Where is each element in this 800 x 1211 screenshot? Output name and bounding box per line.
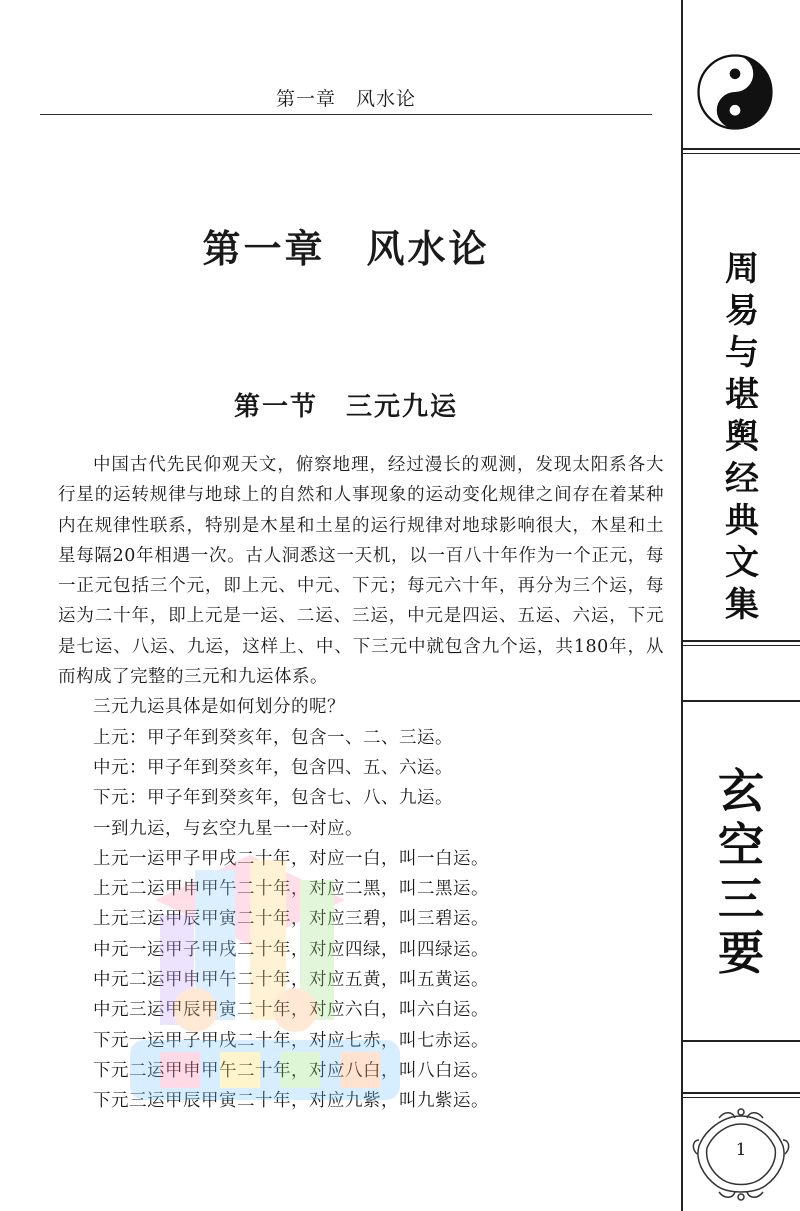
chapter-title: 第一章 风水论	[202, 226, 490, 271]
running-header: 第一章 风水论	[275, 88, 416, 110]
sidebar-rule	[681, 148, 800, 154]
yuan-line: 下元：甲子年到癸亥年，包含七、八、九运。	[93, 788, 453, 809]
sidebar-rule	[681, 1040, 800, 1042]
taiji-icon	[697, 54, 773, 130]
yun-line: 下元二运甲申甲午二十年，对应八白，叫八白运。	[93, 1060, 489, 1081]
question-paragraph: 三元九运具体是如何划分的呢？	[93, 697, 345, 718]
sidebar-rule	[681, 1092, 800, 1098]
yuan-line: 中元：甲子年到癸亥年，包含四、五、六运。	[93, 757, 453, 778]
yun-line: 上元二运甲申甲午二十年，对应二黑，叫二黑运。	[93, 879, 489, 900]
page-number: 1	[735, 1140, 747, 1160]
yuan-line: 一到九运，与玄空九星一一对应。	[93, 818, 363, 839]
section-title: 第一节 三元九运	[233, 392, 458, 422]
yun-line: 上元三运甲辰甲寅二十年，对应三碧，叫三碧运。	[93, 909, 489, 930]
intro-paragraph: 中国古代先民仰观天文，俯察地理，经过漫长的观测，发现太阳系各大行星的运转规律与地球上的自然和人事现象的运动变化规律之间存在着某种内在规律性联系，特别是木星和土星的运行规律对地球影响很大，木星和土星每隔20年相遇一次。古人洞悉这一天机，以一百八十年作为一个正元，每一正元包括三个元，即上元、中元、下元；每元六十年，再分为三个运，每运为二十年，即上元是一运、二运、三运，中元是四运、五运、六运，下元是七运、八运、九运，这样上、中、下三元中就包含九个运，共180年，从而构成了完整的三元和九运体系。	[58, 455, 664, 688]
sidebar-rule	[681, 640, 800, 646]
yun-line: 中元一运甲子甲戌二十年，对应四绿，叫四绿运。	[93, 939, 489, 960]
sidebar-rule	[681, 700, 800, 702]
sidebar-border	[681, 0, 683, 1211]
yun-line: 下元三运甲辰甲寅二十年，对应九紫，叫九紫运。	[93, 1091, 489, 1112]
yun-line: 中元二运甲申甲午二十年，对应五黄，叫五黄运。	[93, 970, 489, 991]
yun-line: 上元一运甲子甲戌二十年，对应一白，叫一白运。	[93, 848, 489, 869]
yun-line: 下元一运甲子甲戌二十年，对应七赤，叫七赤运。	[93, 1030, 489, 1051]
yun-line: 中元三运甲辰甲寅二十年，对应六白，叫六白运。	[93, 1000, 489, 1021]
series-title: 周易与堪舆经典文集	[725, 249, 759, 625]
yuan-line: 上元：甲子年到癸亥年，包含一、二、三运。	[93, 727, 453, 748]
sidebar	[681, 0, 800, 1211]
header-rule	[40, 114, 652, 115]
body-text	[58, 450, 664, 1117]
book-title: 玄空三要	[718, 764, 764, 980]
